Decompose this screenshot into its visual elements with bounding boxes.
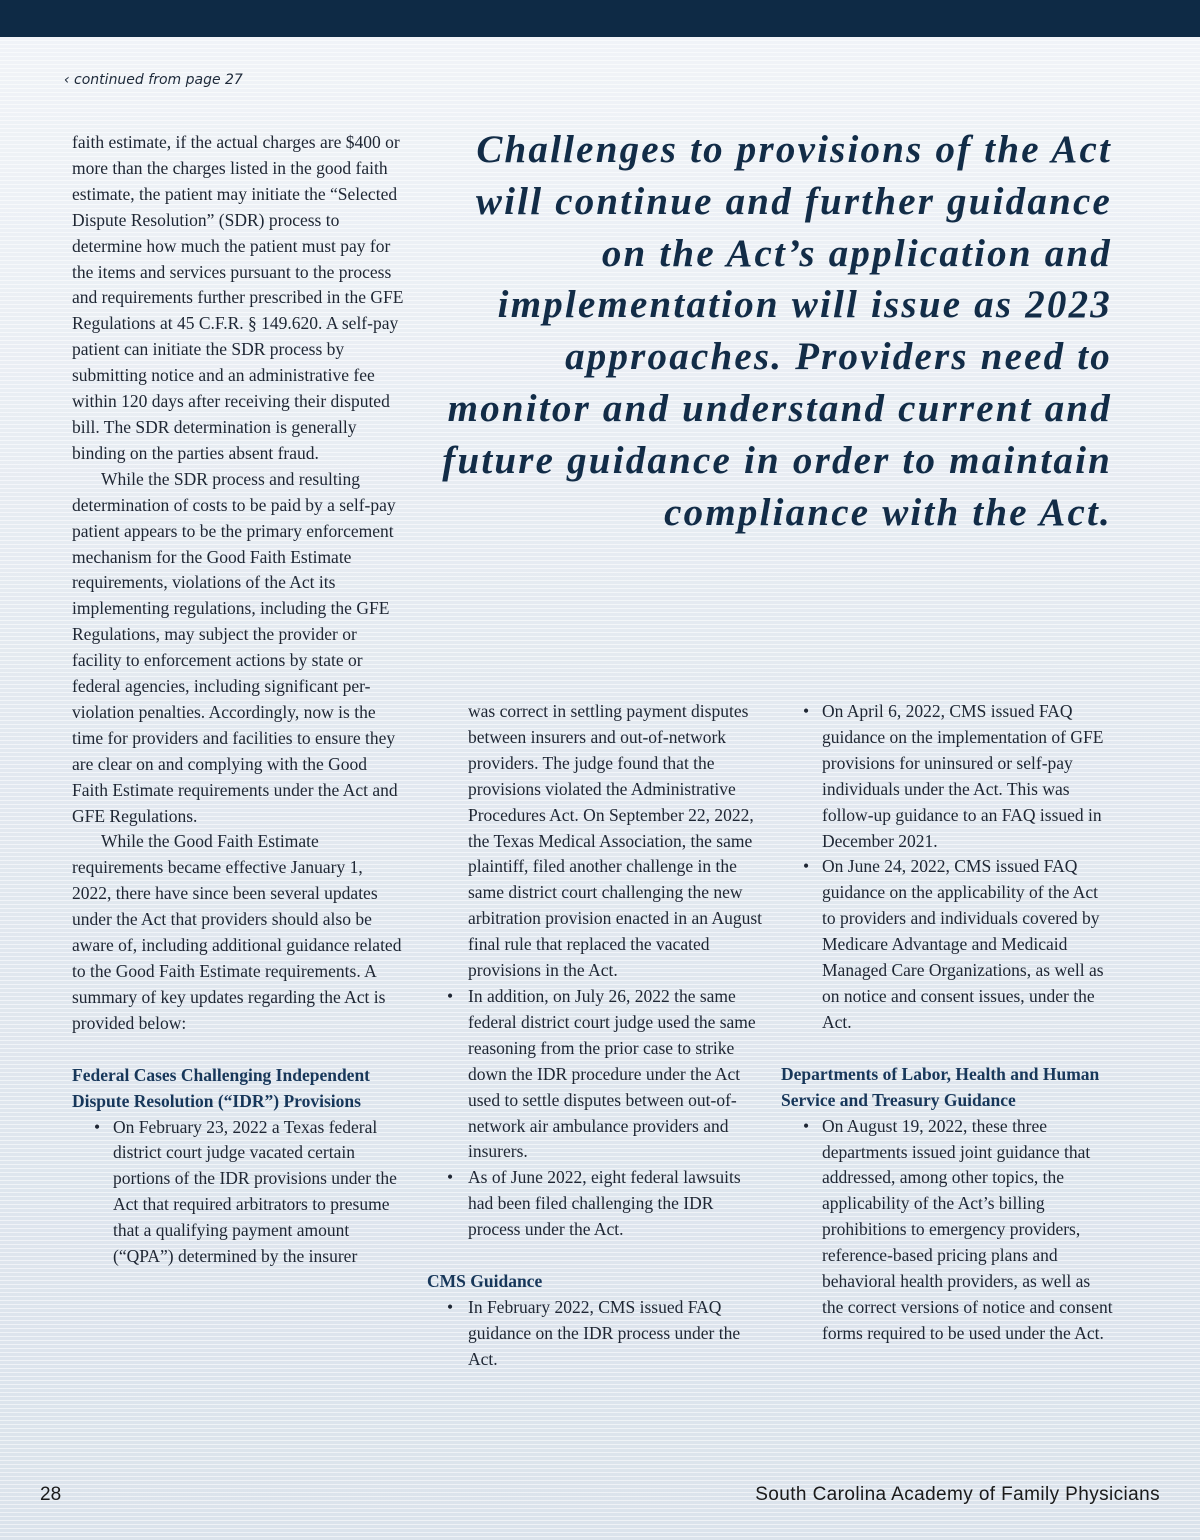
publication-name: South Carolina Academy of Family Physicians bbox=[755, 1484, 1160, 1505]
list-item-continued bbox=[427, 699, 763, 984]
list-item-text: On June 24, 2022, CMS issued FAQ guidance on the applicability of the Act to providers and individuals covered by Medicare Advantage and Medicaid Managed Care Organizations, as well as on notice and consent issues, under the Act. bbox=[822, 856, 1104, 1032]
bullet-list bbox=[781, 699, 1115, 1036]
list-item bbox=[72, 1115, 406, 1270]
section-heading-departments-guidance: Departments of Labor, Health and Human Service and Treasury Guidance bbox=[781, 1063, 1100, 1110]
list-item-text: In addition, on July 26, 2022 the same federal district court judge used the same reasoning from the prior case to strike down the IDR procedure under the Act used to settle disputes between out-of-network air ambulance providers and insurers. bbox=[468, 985, 756, 1162]
list-item-text: On August 19, 2022, these three departments issued joint guidance that addressed, among other topics, the applicability of the Act’s billing prohibitions to emergency providers, reference-based pricing plans and behavioral health providers, as well as the correct versions of notice and consent forms required to be used under the Act. bbox=[822, 1115, 1113, 1343]
list-item bbox=[781, 699, 1115, 854]
bullet-icon: • bbox=[803, 856, 810, 877]
list-item-text: In February 2022, CMS issued FAQ guidance on the IDR process under the Act. bbox=[468, 1296, 741, 1369]
article-column-3 bbox=[781, 699, 1115, 1347]
list-item bbox=[427, 1295, 763, 1373]
list-item bbox=[781, 854, 1115, 1035]
paragraph: While the SDR process and resulting determination of costs to be paid by a self-pay patient appears to be the primary enforcement mechanism for the Good Faith Estimate requirements, violations of the Act its implementing regulations, including the GFE Regulations, may subject the provider or facility to enforcement actions by state or federal agencies, including significant per-violation penalties. Accordingly, now is the time for providers and facilities to ensure they are clear on and complying with the Good Faith Estimate requirements under the Act and GFE Regulations. bbox=[72, 468, 398, 826]
section-heading-federal-cases: Federal Cases Challenging Independent Dispute Resolution (“IDR”) Provisions bbox=[72, 1064, 371, 1111]
list-item-text: was correct in settling payment disputes between insurers and out-of-network providers. The judge found that the provisions violated the Administrative Procedures Act. On September 22, 2022, the Texas Medical Association, the same plaintiff, filed another challenge in the same district court challenging the new arbitration provision enacted in an August final rule that replaced the vacated provisions in the Act. bbox=[468, 701, 763, 981]
pull-quote: Challenges to provisions of the Act will continue and further guidance on the Act’s application and implementation will issue as 2023 approaches. Providers need to monitor and understand current and future guidance in order to maintain compliance with the Act. bbox=[442, 128, 1112, 534]
list-item-text: On April 6, 2022, CMS issued FAQ guidance on the implementation of GFE provisions for uninsured or self-pay individuals under the Act. This was follow-up guidance to an FAQ issued in December 2021. bbox=[822, 701, 1104, 851]
bullet-icon: • bbox=[803, 1115, 810, 1136]
article-column-1 bbox=[72, 130, 406, 1270]
list-item-text: As of June 2022, eight federal lawsuits had been filed challenging the IDR process under the Act. bbox=[468, 1167, 741, 1240]
list-item-text: On February 23, 2022 a Texas federal district court judge vacated certain portions of the IDR provisions under the Act that required arbitrators to presume that a qualifying payment amount (“QPA”) determined by the insurer bbox=[113, 1116, 397, 1267]
bullet-list bbox=[781, 1114, 1115, 1347]
list-item bbox=[781, 1114, 1115, 1347]
bullet-icon: • bbox=[803, 701, 810, 721]
section-heading-cms-guidance: CMS Guidance bbox=[427, 1271, 543, 1292]
list-item bbox=[427, 1165, 763, 1243]
bullet-list bbox=[427, 1295, 763, 1373]
page-number: 28 bbox=[40, 1484, 62, 1505]
bullet-icon: • bbox=[447, 985, 454, 1006]
bullet-icon: • bbox=[447, 1167, 454, 1188]
top-banner bbox=[0, 0, 1200, 37]
paragraph: While the Good Faith Estimate requirements became effective January 1, 2022, there have since been several updates under the Act that providers should also be aware of, including additional guidance related to the Good Faith Estimate requirements. A summary of key updates regarding the Act is provided below: bbox=[72, 831, 402, 1033]
bullet-icon: • bbox=[447, 1296, 454, 1317]
bullet-list bbox=[72, 1115, 406, 1270]
paragraph: faith estimate, if the actual charges are $400 or more than the charges listed in the good faith estimate, the patient may initiate the “Selected Dispute Resolution” (SDR) process to determine how much the patient must pay for the items and services pursuant to the process and requirements further prescribed in the GFE Regulations at 45 C.F.R. § 149.620. A self-pay patient can initiate the SDR process by submitting notice and an administrative fee within 120 days after receiving their disputed bill. The SDR determination is generally binding on the parties absent fraud. bbox=[72, 132, 404, 463]
list-item bbox=[427, 984, 763, 1165]
continued-from-note: ‹ continued from page 27 bbox=[64, 72, 243, 88]
article-column-2 bbox=[427, 699, 763, 1373]
bullet-list bbox=[427, 699, 763, 1243]
bullet-icon: • bbox=[94, 1116, 101, 1137]
